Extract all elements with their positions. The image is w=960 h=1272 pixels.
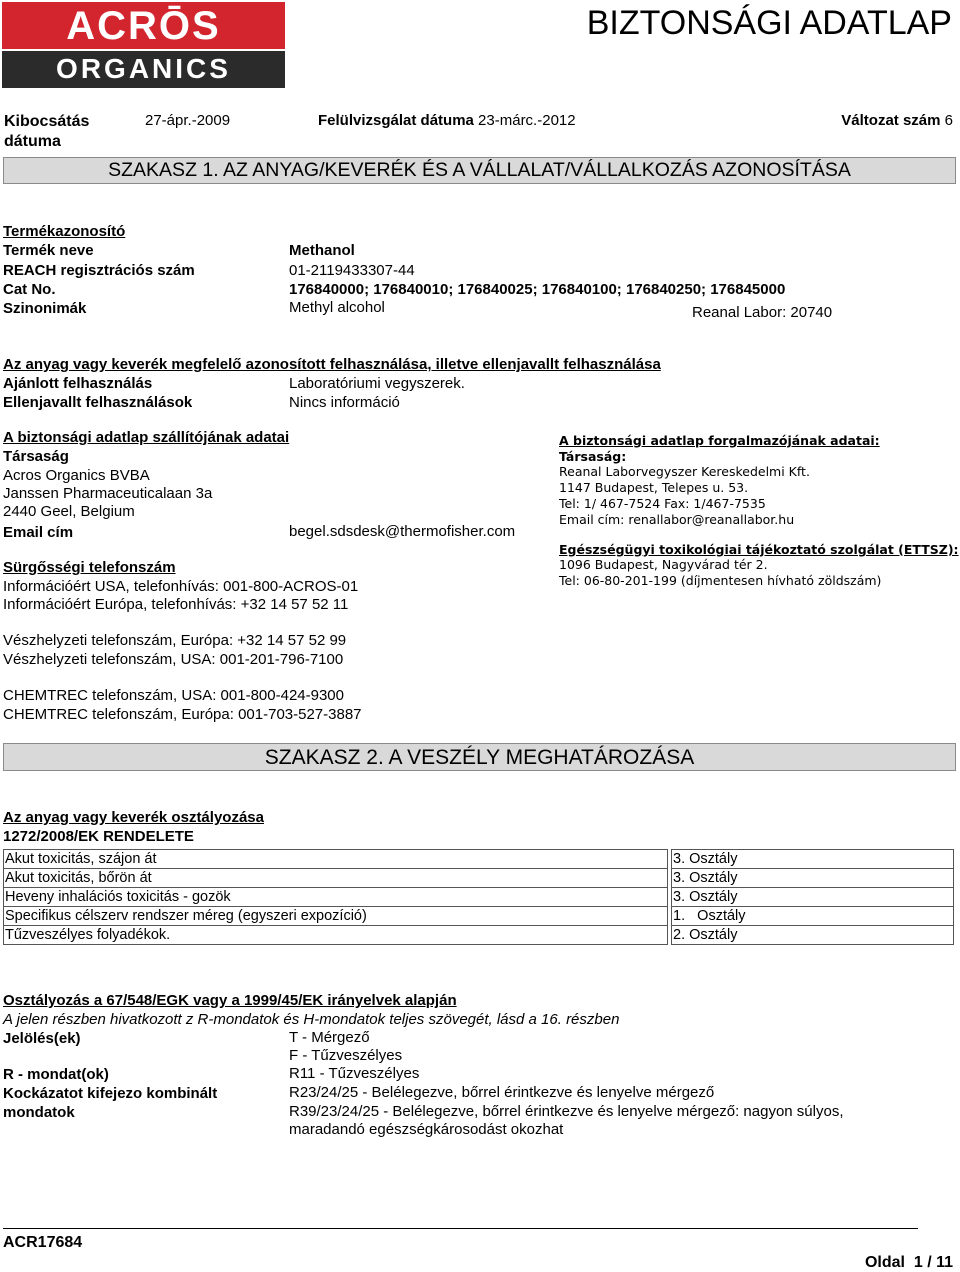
distributor-line: Email cím: renallabor@reanallabor.hu [559, 512, 795, 527]
classification-table [3, 849, 954, 945]
recommended-use-label: Ajánlott felhasználás [3, 375, 153, 392]
distributor-heading: A biztonsági adatlap forgalmazójának adatai: [559, 433, 880, 448]
emergency-phone-line: Információért Európa, telefonhívás: +32 14 57 52 11 [3, 596, 349, 613]
hazard-phone-line: Vészhelyzeti telefonszám, USA: 001-201-796-7100 [3, 651, 344, 668]
distributor-line: Reanal Laborvegyszer Kereskedelmi Kft. [559, 464, 810, 479]
combined-phrase: R39/23/24/25 - Belélegezve, bőrrel érintkezve és lenyelve mérgező: nagyon súlyos, [289, 1103, 844, 1120]
hazard-class: Heveny inhalációs toxicitás - gozök [4, 888, 668, 907]
version-number: 6 [944, 112, 953, 129]
symbol-entry: T - Mérgező [289, 1029, 370, 1046]
document-title: BIZTONSÁGI ADATLAP [586, 4, 952, 42]
hazard-category: 1. Osztály [672, 907, 954, 926]
reach-number: 01-2119433307-44 [289, 262, 415, 279]
page-label: Oldal [864, 1254, 905, 1271]
synonyms-label: Szinonimák [3, 300, 87, 317]
company-line: Janssen Pharmaceuticalaan 3a [3, 485, 213, 502]
table-row [4, 907, 954, 926]
hazard-category: 2. Osztály [672, 926, 954, 945]
hazard-class: Akut toxicitás, bőrön át [4, 869, 668, 888]
product-name-label: Termék neve [3, 242, 94, 259]
section-2-heading: SZAKASZ 2. A VESZÉLY MEGHATÁROZÁSA [3, 743, 956, 771]
combined-phrases-label-2: mondatok [3, 1104, 75, 1121]
r-phrase: R11 - Tűzveszélyes [289, 1065, 420, 1082]
document-code: ACR17684 [3, 1234, 83, 1251]
company-label: Társaság [3, 448, 69, 465]
distributor-company-label: Társaság: [559, 449, 627, 464]
page-number: 1 / 11 [913, 1254, 953, 1271]
classification-heading: Az anyag vagy keverék osztályozása [3, 809, 264, 826]
directive-note: A jelen részben hivatkozott z R-mondatok és H-mondatok teljes szövegét, lásd a 16. részben [3, 1011, 620, 1028]
reach-label: REACH regisztrációs szám [3, 262, 195, 279]
hazard-category: 3. Osztály [672, 869, 954, 888]
issue-date-label-1: Kibocsátás [4, 113, 90, 130]
distributor-line: 1147 Budapest, Telepes u. 53. [559, 480, 749, 495]
distributor-line: Tel: 1/ 467-7524 Fax: 1/467-7535 [559, 496, 766, 511]
version-block [841, 112, 953, 129]
emergency-phone-line: Információért USA, telefonhívás: 001-800-ACROS-01 [3, 578, 359, 595]
combined-phrase: R23/24/25 - Belélegezve, bőrrel érintkezve és lenyelve mérgező [289, 1084, 715, 1101]
hazard-class: Specifikus célszerv rendszer méreg (egyszeri expozíció) [4, 907, 668, 926]
directive-heading: Osztályozás a 67/548/EGK vagy a 1999/45/EK irányelvek alapján [3, 992, 457, 1009]
ettsz-heading: Egészségügyi toxikológiai tájékoztató szolgálat (ETTSZ): [559, 542, 959, 557]
emergency-phone-heading: Sürgősségi telefonszám [3, 559, 176, 576]
table-row [4, 850, 954, 869]
product-name: Methanol [289, 242, 355, 259]
reanal-labor-code: Reanal Labor: 20740 [692, 304, 833, 321]
combined-phrases-label: Kockázatot kifejezo kombinált [3, 1085, 218, 1102]
company-line: 2440 Geel, Belgium [3, 503, 135, 520]
hazard-category: 3. Osztály [672, 850, 954, 869]
cat-no-label: Cat No. [3, 281, 56, 298]
hazard-class: Tűzveszélyes folyadékok. [4, 926, 668, 945]
logo-text-top: ACRŌS [66, 4, 221, 48]
revision-date: 23-márc.-2012 [478, 112, 576, 129]
identified-use-heading: Az anyag vagy keverék megfelelő azonosított felhasználása, illetve ellenjavallt felhasználása [3, 356, 661, 373]
hazard-category: 3. Osztály [672, 888, 954, 907]
regulation-label: 1272/2008/EK RENDELETE [3, 828, 194, 845]
section-1-heading: SZAKASZ 1. AZ ANYAG/KEVERÉK ÉS A VÁLLALAT/VÁLLALKOZÁS AZONOSÍTÁSA [3, 157, 956, 184]
chemtrec-phone-line: CHEMTREC telefonszám, USA: 001-800-424-9300 [3, 687, 344, 704]
page-indicator [865, 1254, 953, 1272]
recommended-use: Laboratóriumi vegyszerek. [289, 375, 465, 392]
chemtrec-phone-line: CHEMTREC telefonszám, Európa: 001-703-527-3887 [3, 706, 362, 723]
revision-date-label: Felülvizsgálat dátuma [318, 112, 474, 129]
product-identifier-heading: Termékazonosító [3, 223, 126, 240]
ettsz-line: 1096 Budapest, Nagyvárad tér 2. [559, 557, 768, 572]
acros-organics-logo [2, 2, 285, 88]
symbol-entry: F - Tűzveszélyes [289, 1047, 403, 1064]
r-phrases-label: R - mondat(ok) [3, 1066, 109, 1083]
contraindicated-use-label: Ellenjavallt felhasználások [3, 394, 193, 411]
combined-phrase-continuation: maradandó egészségkárosodást okozhat [289, 1121, 564, 1138]
issue-date-label-2: dátuma [4, 133, 61, 150]
issue-date: 27-ápr.-2009 [145, 112, 231, 129]
synonyms: Methyl alcohol [289, 299, 385, 316]
version-label: Változat szám [841, 112, 941, 129]
revision-date-block [318, 112, 576, 129]
table-row [4, 869, 954, 888]
contraindicated-use: Nincs információ [289, 394, 400, 411]
logo-text-bottom: ORGANICS [56, 53, 231, 84]
symbols-label: Jelölés(ek) [3, 1030, 81, 1047]
cat-numbers: 176840000; 176840010; 176840025; 176840100; 176840250; 176845000 [289, 281, 786, 298]
hazard-phone-line: Vészhelyzeti telefonszám, Európa: +32 14 57 52 99 [3, 632, 347, 649]
ettsz-line: Tel: 06-80-201-199 (díjmentesen hívható zöldszám) [559, 573, 882, 588]
hazard-class: Akut toxicitás, szájon át [4, 850, 668, 869]
company-line: Acros Organics BVBA [3, 467, 150, 484]
email-address: begel.sdsdesk@thermofisher.com [289, 523, 516, 540]
table-row [4, 888, 954, 907]
footer-divider [3, 1228, 918, 1229]
table-row [4, 926, 954, 945]
email-label: Email cím [3, 524, 74, 541]
supplier-heading: A biztonsági adatlap szállítójának adatai [3, 429, 290, 446]
